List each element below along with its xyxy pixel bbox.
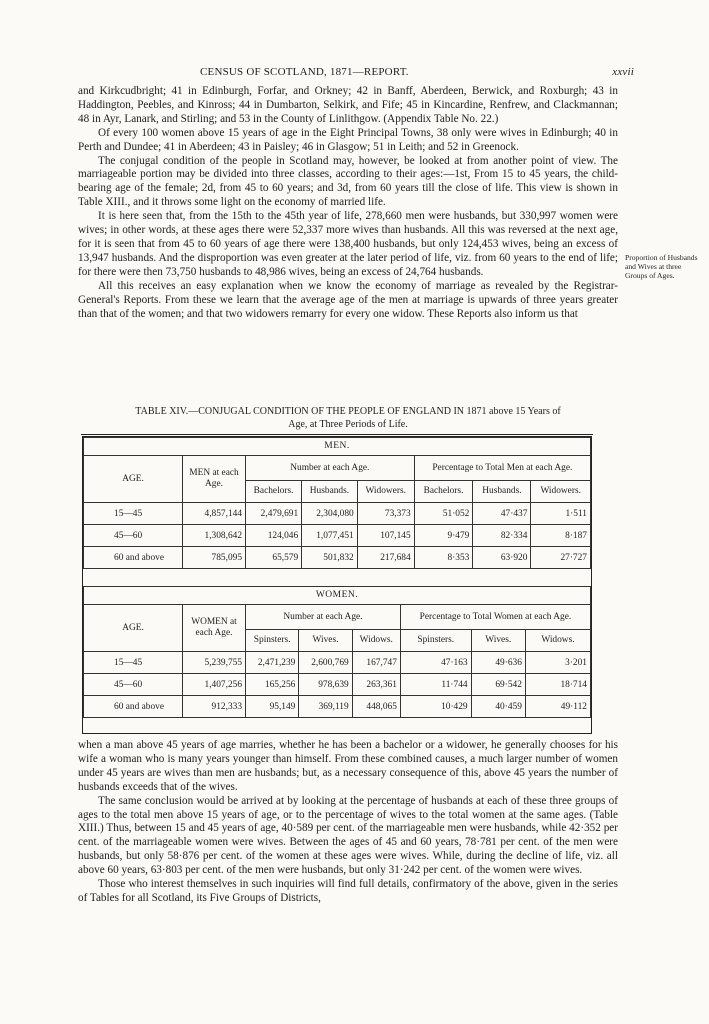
number-cell: 167,747 [352,652,400,674]
paragraph: It is here seen that, from the 15th to the 45th year of life, 278,660 men were husbands, but 330,997 women were wives; in other words, at these ages there were 52,337 more wives than husbands. All this was reversed at the next age, for it is seen that from 45 to 60 years of age there were 138,400 husbands, but only 124,453 wives, being an excess of 13,947 husbands. And the disproportion was even greater at the later period of life, viz. from 60 years to the end of life; for there were then 73,750 husbands to 48,986 wives, being an excess of 24,764 husbands. [78,210,618,278]
number-cell: 501,832 [302,547,358,569]
body-text-top [78,85,618,321]
table-row [84,525,591,547]
table-row [84,674,591,696]
column-header: Bachelors. [246,481,302,503]
paragraph: when a man above 45 years of age marries, whether he has been a bachelor or a widower, he generally chooses for his wife a woman who is many years younger than himself. From these combined causes, a much larger number of women under 45 years are wives than men are husbands; but, as a necessary consequence of this, above 45 years the number of husbands exceeds that of the wives. [78,739,618,793]
column-header: Widows. [352,630,400,652]
table-row [84,696,591,718]
number-cell: 217,684 [357,547,414,569]
total-header: MEN at each Age. [183,456,246,503]
number-cell: 73,373 [357,503,414,525]
total-cell: 4,857,144 [183,503,246,525]
column-header: Wives. [471,630,525,652]
percentage-group-header: Percentage to Total Women at each Age. [400,605,590,630]
age-cell: 15—45 [84,652,183,674]
paragraph: The same conclusion would be arrived at by looking at the percentage of husbands at each of these three groups of ages to the total men above 15 years of age, or to the percentage of wives to the total women at the same ages. (Table XIII.) Thus, between 15 and 45 years of age, 40·589 per cent. of the marriageable men were husbands, while 42·352 per cent. of the marriageable women were wives. Between the ages of 45 and 60 years, 78·781 per cent. of the men were husbands, but only 58·876 per cent. of the women at these ages were wives. While, during the decline of life, viz. all above 60 years, 63·803 per cent. of the men were husbands, but only 31·242 per cent. of the women were wives. [78,794,618,877]
percent-cell: 49·636 [471,652,525,674]
percent-cell: 47·163 [400,652,471,674]
column-header: Spinsters. [246,630,299,652]
percent-cell: 11·744 [400,674,471,696]
table-row [84,547,591,569]
column-header: Bachelors. [414,481,473,503]
table-row [84,503,591,525]
percent-cell: 9·479 [414,525,473,547]
section-title-women: WOMEN. [84,587,591,605]
paragraph: and Kirkcudbright; 41 in Edinburgh, Forfar, and Orkney; 42 in Banff, Aberdeen, Berwick, and Roxburgh; 43 in Haddington, Peebles, and Kinross; 44 in Dumbarton, Selkirk, and Fife; 45 in Kincardine, Renfrew, and Clackmannan; 48 in Ayr, Lanark, and Stirling; and 53 in the County of Linlithgow. (Appendix Table No. 22.) [78,85,618,125]
age-cell: 60 and above [84,696,183,718]
total-header: WOMEN at each Age. [183,605,246,652]
number-cell: 978,639 [299,674,352,696]
number-cell: 65,579 [246,547,302,569]
table-caption-line1: TABLE XIV.—CONJUGAL CONDITION OF THE PEOPLE OF ENGLAND IN 1871 above 15 Years of [135,406,561,417]
percent-cell: 27·727 [531,547,591,569]
paragraph: Those who interest themselves in such inquiries will find full details, confirmatory of the above, given in the series of Tables for all Scotland, its Five Groups of Districts, [78,878,618,904]
column-header: Widowers. [531,481,591,503]
conjugal-condition-table [82,436,592,734]
number-cell: 124,046 [246,525,302,547]
percent-cell: 3·201 [525,652,590,674]
column-header: Widows. [525,630,590,652]
women-table [83,586,591,718]
number-cell: 165,256 [246,674,299,696]
paragraph: Of every 100 women above 15 years of age in the Eight Principal Towns, 38 only were wives in Edinburgh; 40 in Perth and Dundee; 41 in Aberdeen; 43 in Paisley; 46 in Glasgow; 51 in Leith; and 52 in Greenock. [78,126,618,153]
paragraph: All this receives an easy explanation when we know the economy of marriage as revealed by the Registrar-General's Reports. From these we learn that the average age of the men at marriage is upwards of three years greater than that of the women; and that two widowers remarry for every one widow. These Reports also inform us that [78,279,618,320]
percent-cell: 82·334 [473,525,531,547]
number-cell: 448,065 [352,696,400,718]
number-cell: 1,077,451 [302,525,358,547]
column-header: Wives. [299,630,352,652]
total-cell: 5,239,755 [183,652,246,674]
section-title-men: MEN. [84,438,591,456]
total-cell: 1,407,256 [183,674,246,696]
men-table [83,437,591,569]
column-header: Spinsters. [400,630,471,652]
column-header: Husbands. [473,481,531,503]
number-cell: 107,145 [357,525,414,547]
margin-note: Proportion of Husbands and Wives at three Groups of Ages. [625,253,698,280]
age-cell: 45—60 [84,525,183,547]
page-number: xxvii [612,66,634,78]
percent-cell: 47·437 [473,503,531,525]
percent-cell: 18·714 [525,674,590,696]
percent-cell: 10·429 [400,696,471,718]
percent-cell: 1·511 [531,503,591,525]
age-cell: 15—45 [84,503,183,525]
paragraph: The conjugal condition of the people in Scotland may, however, be looked at from another point of view. The marriageable portion may be divided into three classes, according to their ages:—1st, From 15 to 45 years, the child-bearing age of the female; 2d, from 45 to 60 years; and 3d, from 60 years till the close of life. This view is shown in Table XIII., and it throws some light on the economy of married life. [78,154,618,209]
column-header: Husbands. [302,481,358,503]
age-cell: 45—60 [84,674,183,696]
age-cell: 60 and above [84,547,183,569]
table-row [84,652,591,674]
total-cell: 1,308,642 [183,525,246,547]
percent-cell: 69·542 [471,674,525,696]
column-header: Widowers. [357,481,414,503]
body-text-bottom [78,739,618,906]
table-caption-line2: Age, at Three Periods of Life. [288,419,408,430]
percent-cell: 8·353 [414,547,473,569]
percentage-group-header: Percentage to Total Men at each Age. [414,456,590,481]
percent-cell: 51·052 [414,503,473,525]
total-cell: 912,333 [183,696,246,718]
number-cell: 2,471,239 [246,652,299,674]
age-header: AGE. [84,605,183,652]
number-cell: 2,304,080 [302,503,358,525]
number-cell: 2,600,769 [299,652,352,674]
number-group-header: Number at each Age. [246,456,415,481]
table-caption [78,405,618,431]
percent-cell: 49·112 [525,696,590,718]
age-header: AGE. [84,456,183,503]
number-cell: 369,119 [299,696,352,718]
number-cell: 263,361 [352,674,400,696]
number-cell: 95,149 [246,696,299,718]
running-title: CENSUS OF SCOTLAND, 1871—REPORT. [200,66,409,78]
percent-cell: 63·920 [473,547,531,569]
percent-cell: 8·187 [531,525,591,547]
total-cell: 785,095 [183,547,246,569]
percent-cell: 40·459 [471,696,525,718]
number-group-header: Number at each Age. [246,605,401,630]
number-cell: 2,479,691 [246,503,302,525]
